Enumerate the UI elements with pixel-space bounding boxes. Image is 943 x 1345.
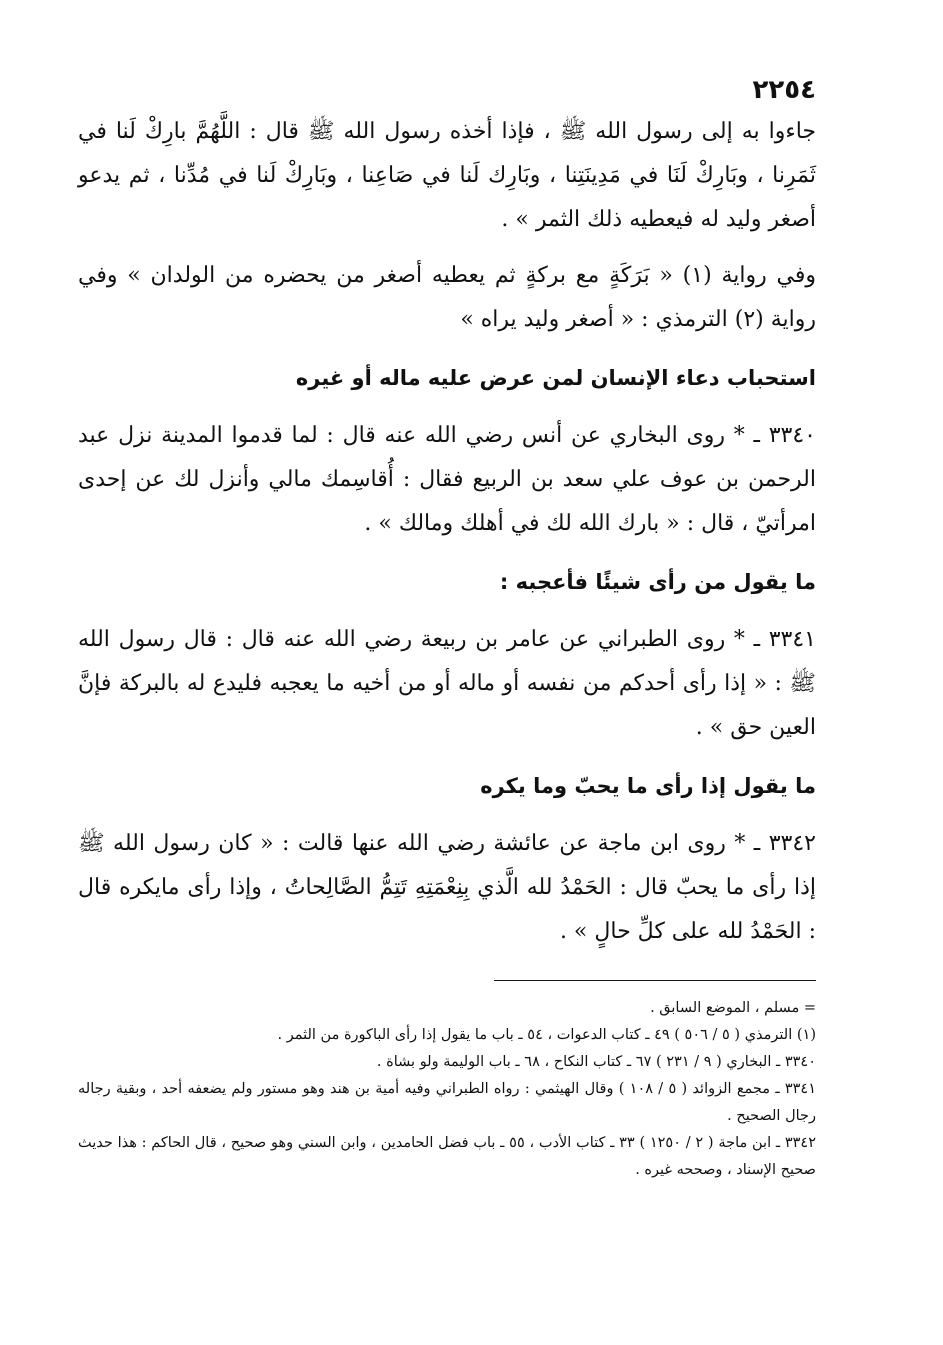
section-heading-likes-dislikes: ما يقول إذا رأى ما يحبّ وما يكره xyxy=(480,774,816,798)
paragraph-hadith-3340: ٣٣٤٠ ـ * روى البخاري عن أنس رضي الله عنه قال : لما قدموا المدينة نزل عبد الرحمن بن عوف علي سعد بن الربيع فقال : أُقاسِمك مالي وأنزل لك عن إحدى امرأتيّ ، قال : « بارك الله لك في أهلك ومالك » . xyxy=(78,423,816,536)
footnote: ٣٣٤١ ـ مجمع الزوائد ( ٥ / ١٠٨ ) وقال الهيثمي : رواه الطبراني وفيه أمية بن هند وهو مستور ولم يضعفه أحد ، وبقية رجاله رجال الصحيح . xyxy=(78,1081,816,1124)
page xyxy=(78,70,816,1184)
footnote: ٣٣٤٠ ـ البخاري ( ٩ / ٢٣١ ) ٦٧ ـ كتاب النكاح ، ٦٨ ـ باب الوليمة ولو بشاة . xyxy=(376,1054,816,1070)
footnotes xyxy=(78,980,816,1184)
footnote: ٣٣٤٢ ـ ابن ماجة ( ٢ / ١٢٥٠ ) ٣٣ ـ كتاب الأدب ، ٥٥ ـ باب فضل الحامدين ، وابن السني وهو صحيح ، قال الحاكم : هذا حديث صحيح الإسناد ، وصححه غيره . xyxy=(78,1135,816,1178)
paragraph-hadith-3341: ٣٣٤١ ـ * روى الطبراني عن عامر بن ربيعة رضي الله عنه قال : قال رسول الله ﷺ : « إذا رأى أحدكم من نفسه أو ماله أو من أخيه ما يعجبه فليدع له بالبركة فإنَّ العين حق » . xyxy=(78,627,817,740)
footnote: (١) الترمذي ( ٥ / ٥٠٦ ) ٤٩ ـ كتاب الدعوات ، ٥٤ ـ باب ما يقول إذا رأى الباكورة من الثمر . xyxy=(277,1027,816,1043)
page-number: ٢٢٥٤ xyxy=(752,75,816,105)
footnote-divider xyxy=(494,980,816,981)
paragraph-narration-variants: وفي رواية (١) « بَرَكَةٍ مع بركةٍ ثم يعطيه أصغر من يحضره من الولدان » وفي رواية (٢) الترمذي : « أصغر وليد يراه » xyxy=(78,263,816,332)
paragraph-hadith-continuation: جاءوا به إلى رسول الله ﷺ ، فإذا أخذه رسول الله ﷺ قال : اللَّهُمَّ بارِكْ لَنا في ثَمَرِنا ، وبَارِكْ لَنَا في مَدِينَتِنا ، وبَارِك لَنا في صَاعِنا ، وبَارِكْ لَنا في مُدِّنا ، ثم يدعو أصغر وليد له فيعطيه ذلك الثمر » . xyxy=(78,119,816,232)
footnote: = مسلم ، الموضع السابق . xyxy=(650,1000,816,1016)
section-heading-dua-offer: استحباب دعاء الإنسان لمن عرض عليه ماله أو غيره xyxy=(295,366,816,390)
paragraph-hadith-3342: ٣٣٤٢ ـ * روى ابن ماجة عن عائشة رضي الله عنها قالت : « كان رسول الله ﷺ إذا رأى ما يحبّ قال : الحَمْدُ لله الَّذي بِنِعْمَتِهِ تَتِمُّ الصَّالِحاتُ ، وإذا رأى مايكره قال : الحَمْدُ لله على كلِّ حالٍ » . xyxy=(78,831,816,944)
section-heading-admiration: ما يقول من رأى شيئًا فأعجبه : xyxy=(499,570,816,594)
